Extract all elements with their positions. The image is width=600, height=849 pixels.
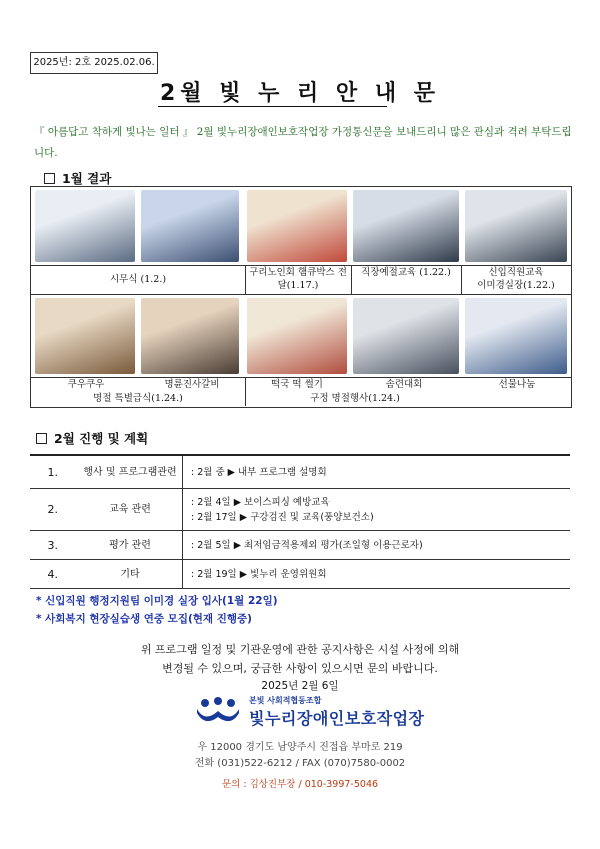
plan-table: [30, 454, 570, 589]
plan-category: 행사 및 프로그램관련: [83, 466, 177, 478]
plan-detail: : 2월 5일 ▶ 최저임금적용제외 평가(조일형 이용근로자): [191, 539, 423, 551]
notice-line: 위 프로그램 일정 및 기관운영에 관한 공지사항은 시설 사정에 의해: [140, 643, 460, 656]
plan-details: [182, 456, 570, 488]
section-1-heading: [44, 169, 111, 187]
people-logo-icon: [195, 697, 241, 727]
plan-number: 1.: [47, 465, 58, 479]
plan-detail: : 2월 중 ▶ 내부 프로그램 설명회: [191, 466, 327, 478]
photo-new-staff-training: [465, 190, 567, 262]
section-2-heading: [36, 429, 148, 447]
plan-detail: : 2월 17일 ▶ 구강검진 및 교육(풍양보건소): [191, 511, 374, 523]
title-underline: [158, 106, 387, 107]
org-logo: [195, 695, 425, 729]
photo-kickoff-2: [141, 190, 239, 262]
caption-galbi: 명륜진사갈비: [164, 379, 220, 390]
phone-fax: 전화 (031)522-6212 / FAX (070)7580-0002: [194, 758, 406, 769]
plan-number: 3.: [47, 538, 58, 552]
photo-ramen-boxes: [247, 190, 347, 262]
org-name-block: [249, 695, 425, 729]
photo-kickoff-1: [35, 190, 135, 262]
photo-gift: [465, 298, 567, 374]
caption-contest: 솜련대회: [385, 379, 423, 390]
plan-number: 2.: [47, 503, 58, 516]
caption-special-meal: 명절 특별급식(1.24.): [93, 393, 183, 404]
address-block: [0, 740, 600, 772]
plan-row: [30, 530, 570, 559]
org-sub: 본빛 사회적협동조합: [249, 696, 322, 705]
checkbox-icon: [44, 173, 55, 184]
section-1-title: 1월 결과: [62, 171, 112, 186]
photo-kuukuu: [35, 298, 135, 374]
checkbox-icon: [36, 433, 47, 444]
org-name: 빛누리장애인보호작업장: [249, 709, 425, 728]
document-date: 2025년 2월 6일: [261, 680, 339, 692]
photo-galbi: [141, 298, 239, 374]
intro-text: 『 아름답고 착하게 빛나는 일터 』 2월 빛누리장애인보호작업장 가정통신문을 보내드리니 많은 관심과 격려 부탁드립니다.: [34, 126, 572, 159]
plan-detail: : 2월 19일 ▶ 빛누리 운영위원회: [191, 568, 327, 580]
photo-job-training: [353, 190, 459, 262]
caption-guri: 구리노인회 햄큐박스 전달(1.17.): [249, 267, 347, 291]
notice-text: [0, 640, 600, 678]
caption-tteok: 떡국 떡 썰기: [271, 379, 323, 390]
plan-category: 평가 관련: [109, 539, 151, 551]
caption-sisik: 시무식 (1.2.): [109, 274, 167, 285]
photo-rice-cake: [247, 298, 347, 374]
caption-holiday-event: 구정 명절행사(1.24.): [310, 393, 400, 404]
page-title: 2월 빛 누 리 안 내 문: [159, 81, 441, 106]
grid-divider: [31, 294, 571, 295]
caption-gift: 선물나눔: [498, 379, 536, 390]
caption-sinip-title: 신입직원교육: [488, 267, 544, 278]
photo-competition: [353, 298, 459, 374]
section-2-title: 2월 진행 및 계획: [54, 431, 149, 446]
address: 우 12000 경기도 남양주시 진접읍 부마로 219: [197, 742, 403, 753]
plan-row: [30, 559, 570, 588]
contact-info: 문의 : 김상진부장 / 010-3997-5046: [221, 779, 379, 790]
plan-number: 4.: [47, 567, 58, 581]
plan-detail: : 2월 4일 ▶ 보이스피싱 예방교육: [191, 496, 330, 508]
plan-row: [30, 456, 570, 488]
plan-category: 교육 관련: [109, 504, 151, 515]
plan-details: [182, 531, 570, 559]
plan-row: [30, 488, 570, 530]
photo-grid: [30, 186, 572, 408]
caption-sinip-sub: 이미경실장(1.22.): [477, 280, 555, 291]
notes: [36, 592, 278, 628]
caption-jikjang: 직장예절교육 (1.22.): [361, 267, 451, 278]
issue-label: 2025년: 2호 2025.02.06.: [30, 52, 158, 74]
caption-kuukuu: 쿠우쿠우: [67, 379, 105, 390]
plan-details: [182, 560, 570, 588]
note-item: * 신입직원 행정지원팀 이미경 실장 입사(1월 22일): [36, 595, 278, 607]
note-item: * 사회복지 현장실습생 연중 모집(현재 진행중): [36, 613, 252, 625]
caption-sinip: [461, 266, 571, 292]
plan-details: [182, 489, 570, 530]
plan-category: 기타: [120, 568, 140, 580]
notice-line: 변경될 수 있으며, 궁금한 사항이 있으시면 문의 바랍니다.: [162, 662, 438, 675]
